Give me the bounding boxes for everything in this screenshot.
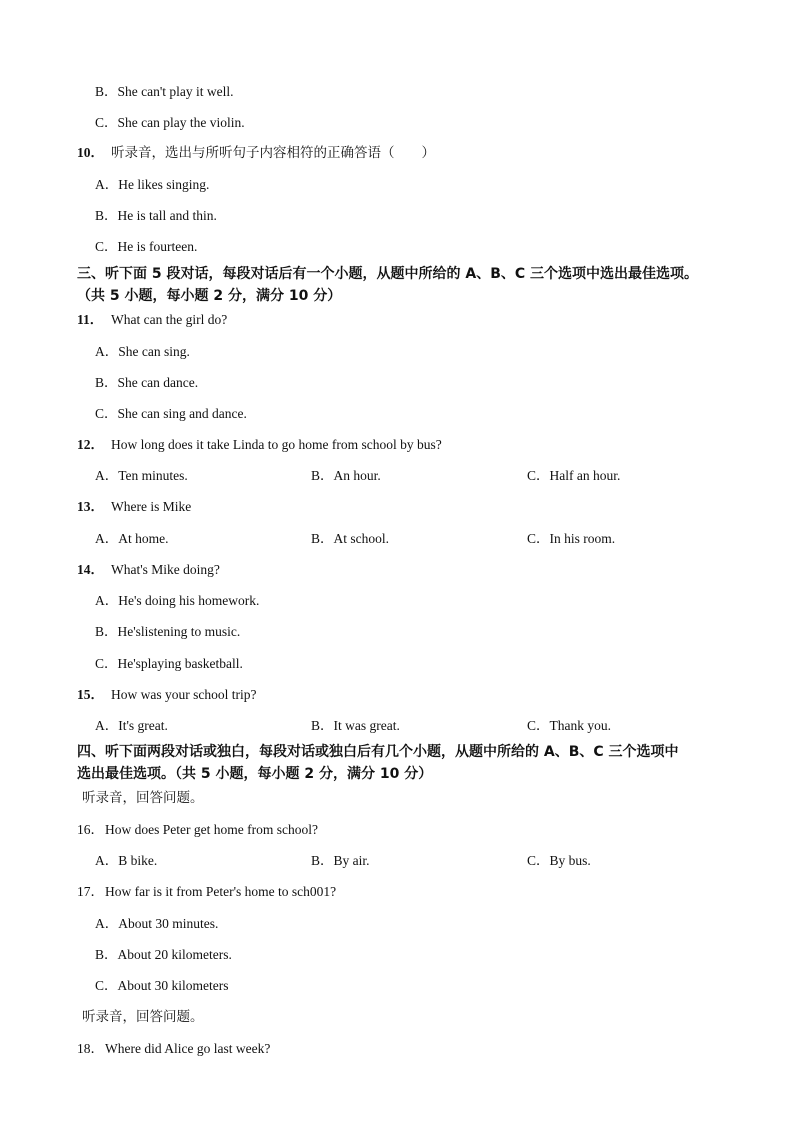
q18-question [77, 1040, 270, 1058]
q16-option-a[interactable]: A．B bike. [95, 853, 158, 868]
q16-option-b[interactable]: B．By air. [311, 853, 370, 868]
q14-question [77, 561, 220, 579]
q10-text: 听录音，选出与所听句子内容相符的正确答语（ ） [111, 145, 435, 161]
q17-option-b[interactable]: B．About 20 kilometers. [95, 947, 232, 962]
q17-question [77, 883, 336, 901]
q15-option-b[interactable]: B．It was great. [311, 718, 400, 733]
q13-option-c[interactable]: C．In his room. [527, 531, 616, 546]
q11-text: What can the girl do? [111, 312, 228, 327]
q14-number: 14． [77, 562, 104, 577]
q14-option-a[interactable]: A．He's doing his homework. [95, 593, 260, 608]
q10-number: 10． [77, 145, 104, 160]
q16-question [77, 821, 318, 839]
q9-option-b[interactable]: B．She can't play it well. [95, 84, 234, 99]
q16-text: How does Peter get home from school? [105, 822, 318, 837]
q14-text: What's Mike doing? [111, 562, 220, 577]
q13-option-a[interactable]: A．At home. [95, 531, 169, 546]
q15-option-a[interactable]: A．It's great. [95, 718, 168, 733]
q10-option-b[interactable]: B．He is tall and thin. [95, 208, 217, 223]
q10-question [77, 144, 435, 162]
q13-option-b[interactable]: B．At school. [311, 531, 390, 546]
q12-option-b[interactable]: B．An hour. [311, 468, 381, 483]
section3-heading-line1: 三、听下面 5 段对话，每段对话后有一个小题，从题中所给的 A、B、C 三个选项中选出最佳选项。 [77, 266, 699, 282]
listening-instruction-2: 听录音，回答问题。 [82, 1009, 204, 1025]
section4-heading-line1: 四、听下面两段对话或独白，每段对话或独白后有几个小题，从题中所给的 A、B、C 三个选项中 [77, 744, 679, 760]
q12-option-c[interactable]: C．Half an hour. [527, 468, 621, 483]
q14-option-b[interactable]: B．He'slistening to music. [95, 624, 241, 639]
q15-text: How was your school trip? [111, 687, 257, 702]
q17-text: How far is it from Peter's home to sch001? [105, 884, 337, 899]
q15-option-c[interactable]: C．Thank you. [527, 718, 611, 733]
q13-question [77, 498, 191, 516]
q11-number: 11． [77, 312, 104, 327]
q18-number: 18． [77, 1041, 104, 1056]
section4-heading-line2: 选出最佳选项。（共 5 小题，每小题 2 分，满分 10 分） [77, 766, 433, 782]
q13-number: 13． [77, 499, 104, 514]
q13-text: Where is Mike [111, 499, 192, 514]
q12-question [77, 436, 442, 454]
q16-option-c[interactable]: C．By bus. [527, 853, 591, 868]
q11-option-b[interactable]: B．She can dance. [95, 375, 199, 390]
q14-option-c[interactable]: C．He'splaying basketball. [95, 656, 243, 671]
listening-instruction-1: 听录音，回答问题。 [82, 790, 204, 806]
q17-option-c[interactable]: C．About 30 kilometers [95, 978, 229, 993]
q17-number: 17． [77, 884, 104, 899]
q11-option-a[interactable]: A．She can sing. [95, 344, 190, 359]
q10-option-c[interactable]: C．He is fourteen. [95, 239, 198, 254]
q18-text: Where did Alice go last week? [105, 1041, 271, 1056]
q11-question [77, 311, 227, 329]
q12-number: 12． [77, 437, 104, 452]
q10-option-a[interactable]: A．He likes singing. [95, 177, 210, 192]
q16-number: 16． [77, 822, 104, 837]
q15-number: 15． [77, 687, 104, 702]
q17-option-a[interactable]: A．About 30 minutes. [95, 916, 219, 931]
q11-option-c[interactable]: C．She can sing and dance. [95, 406, 247, 421]
section3-heading-line2: （共 5 小题，每小题 2 分，满分 10 分） [77, 288, 342, 304]
q15-question [77, 686, 256, 704]
q12-text: How long does it take Linda to go home from school by bus? [111, 437, 442, 452]
q9-option-c[interactable]: C．She can play the violin. [95, 115, 245, 130]
q12-option-a[interactable]: A．Ten minutes. [95, 468, 188, 483]
